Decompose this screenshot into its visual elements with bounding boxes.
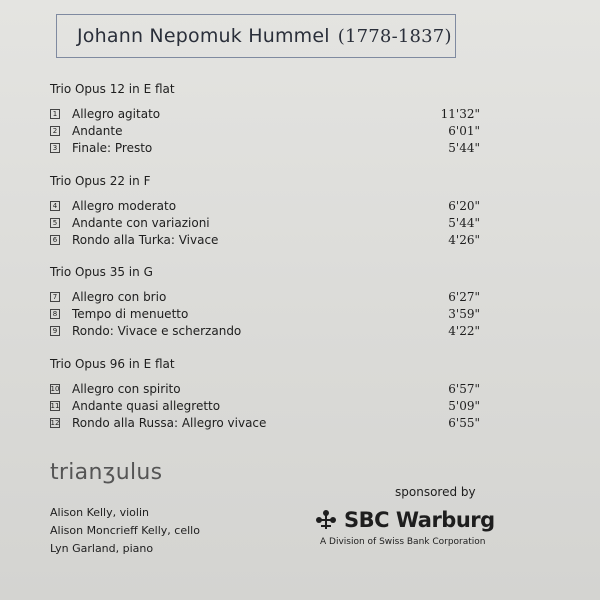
track-duration: 6'01": [448, 124, 480, 138]
three-keys-icon: [314, 508, 338, 532]
performer: Alison Moncrieff Kelly, cello: [50, 524, 200, 537]
sponsor-name: SBC Warburg: [344, 508, 495, 532]
track-name: Allegro moderato: [72, 199, 177, 213]
track-number: 5: [50, 218, 60, 228]
work-title: Trio Opus 35 in G: [50, 265, 153, 279]
work-title: Trio Opus 96 in E flat: [50, 357, 175, 371]
track-name: Rondo alla Russa: Allegro vivace: [72, 416, 267, 430]
sponsored-by-label: sponsored by: [395, 485, 476, 499]
composer-name: Johann Nepomuk Hummel: [77, 25, 330, 47]
track-duration: 4'22": [448, 324, 480, 338]
track-duration: 3'59": [448, 307, 480, 321]
work-trio-op22: [50, 174, 480, 249]
track-name: Allegro agitato: [72, 107, 161, 121]
track-duration: 5'44": [448, 141, 480, 155]
track-duration: 5'09": [448, 399, 480, 413]
sponsor-division: A Division of Swiss Bank Corporation: [320, 537, 486, 547]
track-number: 12: [50, 418, 60, 427]
track-name: Rondo alla Turka: Vivace: [72, 233, 219, 247]
performer: Lyn Garland, piano: [50, 542, 154, 555]
track-name: Allegro con brio: [72, 290, 167, 304]
track-number: 6: [50, 235, 60, 245]
work-trio-op96: [50, 357, 480, 432]
track-number: 2: [50, 126, 60, 136]
track-row: [50, 381, 480, 397]
track-name: Andante quasi allegretto: [72, 399, 221, 413]
track-duration: 6'20": [448, 199, 480, 213]
performer: Alison Kelly, violin: [50, 506, 149, 519]
track-row: [50, 140, 480, 156]
track-row: [50, 123, 480, 139]
track-row: [50, 306, 480, 322]
track-row: [50, 323, 480, 339]
track-name: Andante: [72, 124, 123, 138]
track-name: Allegro con spirito: [72, 382, 181, 396]
track-number: 1: [50, 109, 60, 119]
track-row: [50, 215, 480, 231]
work-title: Trio Opus 22 in F: [50, 174, 151, 188]
track-name: Finale: Presto: [72, 141, 153, 155]
track-number: 7: [50, 292, 60, 302]
track-number: 10: [50, 384, 60, 393]
track-name: Tempo di menuetto: [72, 307, 189, 321]
track-number: 8: [50, 309, 60, 319]
track-duration: 4'26": [448, 233, 480, 247]
track-number: 4: [50, 201, 60, 211]
sponsor-logo: [314, 508, 495, 532]
track-duration: 6'27": [448, 290, 480, 304]
track-name: Rondo: Vivace e scherzando: [72, 324, 242, 338]
track-row: [50, 106, 480, 122]
track-row: [50, 289, 480, 305]
work-trio-op12: [50, 82, 480, 157]
track-duration: 11'32": [440, 107, 480, 121]
track-number: 11: [50, 401, 60, 410]
track-number: 9: [50, 326, 60, 336]
track-row: [50, 232, 480, 248]
track-duration: 5'44": [448, 216, 480, 230]
performers-list: [50, 504, 200, 558]
track-duration: 6'55": [448, 416, 480, 430]
ensemble-logo-text: trianʒulus: [50, 460, 163, 485]
composer-title-box: [56, 14, 456, 58]
track-number: 3: [50, 143, 60, 153]
composer-dates: (1778-1837): [337, 25, 452, 47]
track-row: [50, 198, 480, 214]
track-name: Andante con variazioni: [72, 216, 210, 230]
track-row: [50, 415, 480, 431]
work-trio-op35: [50, 265, 480, 340]
work-title: Trio Opus 12 in E flat: [50, 82, 175, 96]
track-row: [50, 398, 480, 414]
track-duration: 6'57": [448, 382, 480, 396]
